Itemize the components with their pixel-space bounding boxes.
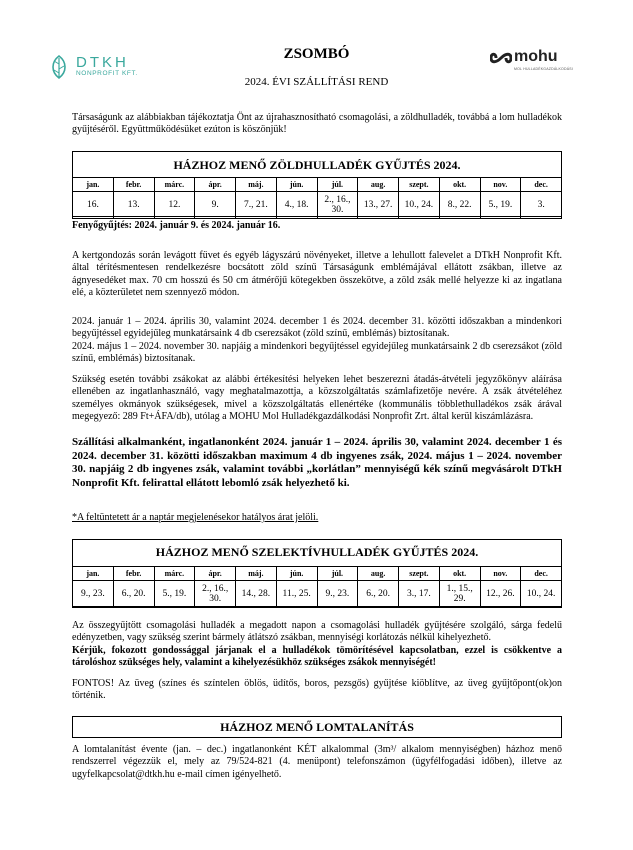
month-cell: máj.	[236, 178, 277, 192]
month-cell: nov.	[480, 567, 521, 581]
collection-day-cell: 12.	[154, 192, 195, 219]
green-waste-calendar	[72, 177, 562, 219]
green-p2b: 2024. május 1 – 2024. november 30. napjáig a mindenkori begyűjtéssel egyidejűleg munkatársaink 2 db cserezsákot (zöld színű, emblémás) biztosítanak.	[72, 341, 562, 365]
collection-day-cell: 7., 21.	[236, 192, 277, 219]
selective-p2: Kérjük, fokozott gondossággal járjanak el a hulladékok tömörítésével kapcsolatban, ezzel is csökkentve a tárolóshoz szükséges hely, valamint a kihelyezésükhöz szükséges zsákok mennyiségét!	[72, 645, 562, 669]
intro-text: Társaságunk az alábbiakban tájékoztatja Önt az újrahasznosítható csomagolási, a zöldhulladék, továbbá a lom hulladékok gyűjtéséről. Együttműködésüket ezúton is köszönjük!	[72, 112, 562, 136]
collection-day-cell: 9., 23.	[317, 581, 358, 608]
month-cell: jan.	[73, 567, 114, 581]
collection-day-cell: 5., 19.	[480, 192, 521, 219]
month-cell: dec.	[521, 178, 562, 192]
month-cell: febr.	[113, 567, 154, 581]
mohu-infinity-icon	[490, 50, 512, 66]
month-cell: júl.	[317, 567, 358, 581]
collection-day-cell: 4., 18.	[276, 192, 317, 219]
mohu-logo	[490, 48, 590, 78]
green-p4: Szállítási alkalmanként, ingatlanonként 2024. január 1 – 2024. április 30, valamint 2024. december 1 és 2024. december 31. közötti időszakban maximum 4 db ingyenes zsák, 2024. május 1 – 2024. november 30. napjáig 2 db ingyenes zsák, valamint további „korlátlan” mennyiségű kék színű megvásárolt DTkH Nonprofit Kft. felirattal ellátott lebomló zsák helyezhető ki.	[72, 436, 562, 489]
month-cell: aug.	[358, 178, 399, 192]
green-waste-heading: HÁZHOZ MENŐ ZÖLDHULLADÉK GYŰJTÉS 2024.	[173, 158, 461, 172]
selective-waste-calendar	[72, 566, 562, 608]
month-cell: jan.	[73, 178, 114, 192]
collection-day-cell: 2., 16., 30.	[195, 581, 236, 608]
month-cell: márc.	[154, 178, 195, 192]
green-p2a: 2024. január 1 – 2024. április 30, valamint 2024. december 1 és 2024. december 31. közötti időszakban a mindenkori begyűjtéssel egyidejűleg munkatársaink 4 db cserezsákot (zöld színű, emblémás) biztosítanak.	[72, 316, 562, 340]
month-cell: szept.	[399, 178, 440, 192]
month-cell: jún.	[276, 567, 317, 581]
month-cell: dec.	[521, 567, 562, 581]
selective-waste-heading: HÁZHOZ MENŐ SZELEKTÍVHULLADÉK GYŰJTÉS 2024.	[155, 545, 479, 559]
collection-day-cell: 2., 16., 30.	[317, 192, 358, 219]
collection-day-cell: 11., 25.	[276, 581, 317, 608]
collection-day-cell: 12., 26.	[480, 581, 521, 608]
collection-day-cell: 9., 23.	[73, 581, 114, 608]
selective-p3: FONTOS! Az üveg (színes és színtelen öblös, üdítős, boros, pezsgős) gyűjtése kiöblítve, az üveg gyűjtőpont(ok)on történik.	[72, 678, 562, 702]
collection-day-cell: 14., 28.	[236, 581, 277, 608]
month-cell: márc.	[154, 567, 195, 581]
collection-day-cell: 16.	[73, 192, 114, 219]
dtkh-logo-text: DTKH	[76, 54, 129, 71]
collection-day-cell: 8., 22.	[439, 192, 480, 219]
collection-day-cell: 10., 24.	[521, 581, 562, 608]
collection-day-cell: 6., 20.	[113, 581, 154, 608]
month-cell: szept.	[399, 567, 440, 581]
bulk-waste-heading: HÁZHOZ MENŐ LOMTALANÍTÁS	[72, 716, 562, 738]
month-cell: ápr.	[195, 178, 236, 192]
dtkh-logo-subtitle: NONPROFIT KFT.	[76, 70, 138, 77]
collection-day-cell: 5., 19.	[154, 581, 195, 608]
collection-day-cell: 13.	[113, 192, 154, 219]
price-note: *A feltüntetett ár a naptár megjelenésekor hatályos árat jelöli.	[72, 512, 319, 523]
collection-day-cell: 3., 17.	[399, 581, 440, 608]
mohu-logo-text: mohu	[514, 48, 558, 65]
fenyo-text: Fenyőgyűjtés: 2024. január 9. és 2024. január 16.	[72, 220, 281, 231]
month-cell: júl.	[317, 178, 358, 192]
collection-day-cell: 9.	[195, 192, 236, 219]
month-cell: okt.	[439, 178, 480, 192]
collection-day-cell: 1., 15., 29.	[439, 581, 480, 608]
green-p1: A kertgondozás során levágott füvet és egyéb lágyszárú növényeket, illetve a lehullott falevelet a DTkH Nonprofit Kft. által térítésmentesen rendelkezésre bocsátott zöld színű Társaságunk emblémájával ellátott zsákban, illetve az ágnyesedéket max. 70 cm hosszú és 50 cm átmérőjű kötegekben összekötve, a zöld zsák mellé helyezze ki az ingatlana elé, a közterületet nem szennyező módon.	[72, 250, 562, 299]
collection-day-cell: 13., 27.	[358, 192, 399, 219]
selective-p1: Az összegyűjtött csomagolási hulladék a megadott napon a csomagolási hulladék gyűjtésére szolgáló, sárga fedelű edényzetben, vagy szükség szerint bármely átlátszó zsákban, mennyiségi korlátozás nélkül kihelyezhető.	[72, 620, 562, 644]
collection-day-cell: 10., 24.	[399, 192, 440, 219]
green-p3: Szükség esetén további zsákokat az alábbi értékesítési helyeken lehet beszerezni átadás-átvételi jegyzőkönyv aláírása ellenében az ingatlanhasználó, vagy meghatalmazottja, a közszolgáltatás számlafizetője nevére. A zsák átvételéhez személyes okmányok szükségesek, mivel a közszolgáltatás ellenértéke (kommunális többlethulladékos zsák árával megegyező: 289 Ft+ÁFA/db), utólag a MOHU Mol Hulladékgazdálkodási Nonprofit Zrt. által kerül kiszámlázásra.	[72, 374, 562, 423]
month-cell: okt.	[439, 567, 480, 581]
month-cell: febr.	[113, 178, 154, 192]
collection-day-cell: 3.	[521, 192, 562, 219]
bulk-waste-text: A lomtalanítást évente (jan. – dec.) ingatlanonként KÉT alkalommal (3m³/ alkalom mennyiségben) házhoz menő rendszerrel végezzük el, mely az 79/524-821 (4. menüpont) telefonszámon (ügyfélfogadási időben), illetve az ugyfelkapcsolat@dtkh.hu e-mail címen igényelhető.	[72, 744, 562, 780]
month-cell: máj.	[236, 567, 277, 581]
month-cell: ápr.	[195, 567, 236, 581]
month-cell: nov.	[480, 178, 521, 192]
month-cell: aug.	[358, 567, 399, 581]
page-subtitle: 2024. ÉVI SZÁLLÍTÁSI REND	[244, 76, 389, 88]
month-cell: jún.	[276, 178, 317, 192]
mohu-logo-subtitle: MOL HULLADÉKGAZDÁLKODÁSI	[514, 67, 573, 71]
collection-day-cell: 6., 20.	[358, 581, 399, 608]
page-title: ZSOMBÓ	[283, 46, 350, 62]
